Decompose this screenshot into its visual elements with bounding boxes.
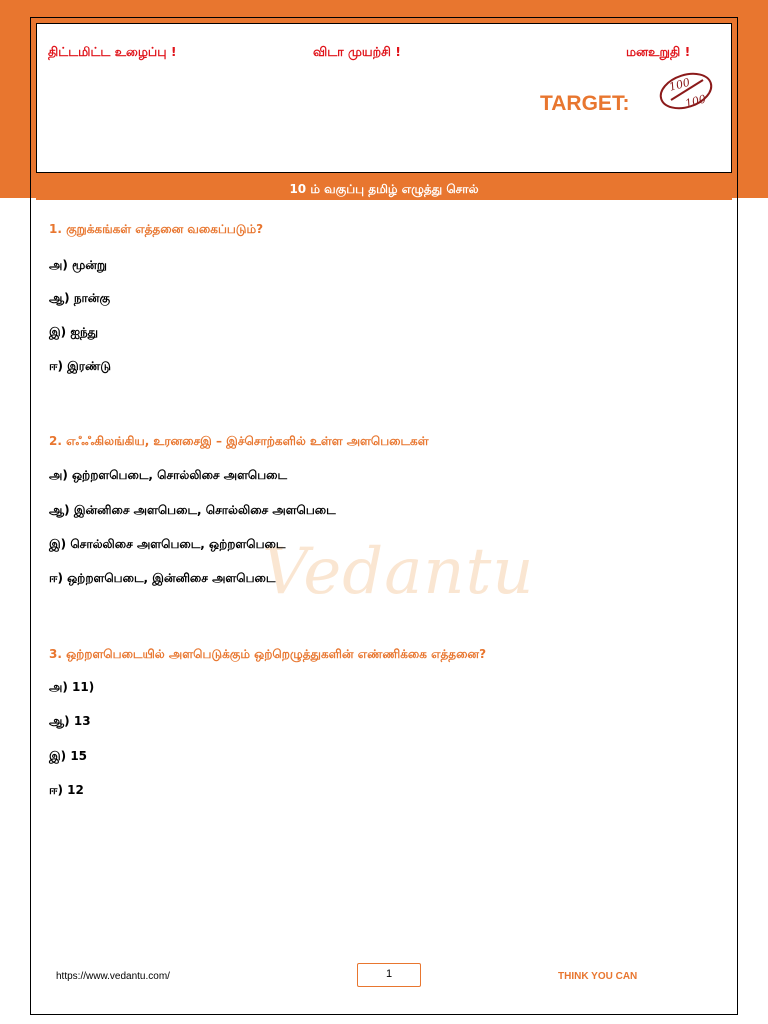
page-title: 10 ம் வகுப்பு தமிழ் எழுத்து சொல்: [36, 178, 732, 200]
question-2: 2. எஃஃகிலங்கிய, உரனசைஇ – இச்சொற்களில் உள்ள அளபெடைகள்: [49, 434, 429, 448]
target-label: TARGET:: [540, 92, 630, 115]
question-3-option-c: இ) 15: [49, 749, 88, 763]
question-1-option-c: இ) ஐந்து: [49, 325, 99, 339]
watermark-logo: Vedantu: [262, 535, 535, 609]
badge-top-text: 100: [667, 75, 692, 94]
badge-bottom-text: 100: [683, 92, 708, 111]
question-3-option-b: ஆ) 13: [49, 714, 91, 728]
question-3-option-d: ஈ) 12: [49, 783, 84, 797]
motto-center: விடா முயற்சி !: [313, 44, 402, 59]
footer-url-link[interactable]: https://www.vedantu.com/: [56, 971, 170, 982]
question-3-option-a: அ) 11): [49, 680, 95, 694]
question-2-option-a: அ) ஒற்றளபெடை, சொல்லிசை அளபெடை: [49, 468, 288, 482]
score-100-badge-icon: [655, 70, 717, 112]
question-3: 3. ஒற்றளபெடையில் அளபெடுக்கும் ஒற்றெழுத்துகளின் எண்ணிக்கை எத்தனை?: [49, 647, 487, 661]
question-1-option-b: ஆ) நான்கு: [49, 291, 111, 305]
page-number: 1: [357, 963, 421, 987]
question-1: 1. குறுக்கங்கள் எத்தனை வகைப்படும்?: [49, 222, 264, 236]
question-1-option-a: அ) மூன்று: [49, 258, 107, 272]
motto-left: திட்டமிட்ட உழைப்பு !: [48, 44, 177, 59]
question-2-option-c: இ) சொல்லிசை அளபெடை, ஒற்றளபெடை: [49, 537, 286, 551]
question-2-option-b: ஆ) இன்னிசை அளபெடை, சொல்லிசை அளபெடை: [49, 503, 336, 517]
motto-right: மனஉறுதி !: [626, 44, 691, 59]
question-1-option-d: ஈ) இரண்டு: [49, 359, 111, 373]
footer-tagline: THINK YOU CAN: [558, 971, 638, 982]
question-2-option-d: ஈ) ஒற்றளபெடை, இன்னிசை அளபெடை: [49, 571, 276, 585]
